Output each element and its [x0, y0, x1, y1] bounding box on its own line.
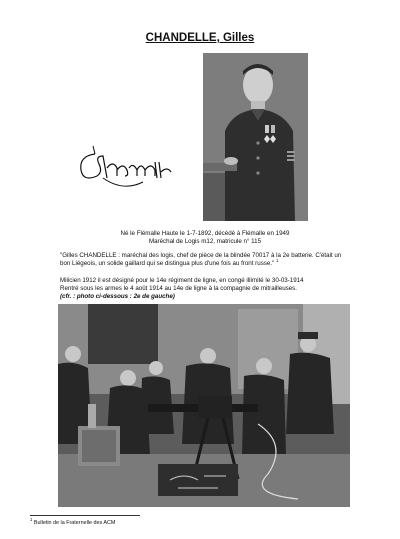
footnote-rule: [30, 515, 140, 516]
service-line-3: (cfr. : photo ci-dessous : 2e de gauche): [60, 293, 175, 301]
footnote-ref: 1: [275, 258, 279, 264]
page-title: CHANDELLE, Gilles: [145, 32, 255, 44]
service-line-2: Rentré sous les armes le 4 août 1914 au 14e de ligne à la compagnie de mitrailleuses.: [60, 285, 297, 293]
footnote: [30, 517, 116, 526]
quote-paragraph: [60, 252, 350, 268]
signature: [73, 142, 178, 197]
portrait-photo: [203, 53, 308, 221]
group-photo: [58, 304, 350, 507]
birth-caption: Né le Flémalle Haute le 1-7-1892, décédé à Flémalle en 1949: [120, 230, 290, 237]
service-line-1: Milicien 1912 il est désigné pour le 14e régiment de ligne, en congé illimité le 30-03-1914: [60, 277, 304, 284]
footnote-number: 1: [30, 517, 33, 523]
service-paragraph: [60, 277, 350, 302]
footnote-text: Bulletin de la Fraternelle des ACM: [33, 520, 116, 526]
quote-text: "Gilles CHANDELLE : maréchal des logis, chef de pièce de la blindée 70017 à la 2e batterie. C'était un bon Liégeois, un solide gaillard qui se distingua plus d'une fois au front russe.": [60, 252, 342, 268]
rank-caption: Maréchal de Logis m12, matricule n° 115: [148, 238, 262, 245]
